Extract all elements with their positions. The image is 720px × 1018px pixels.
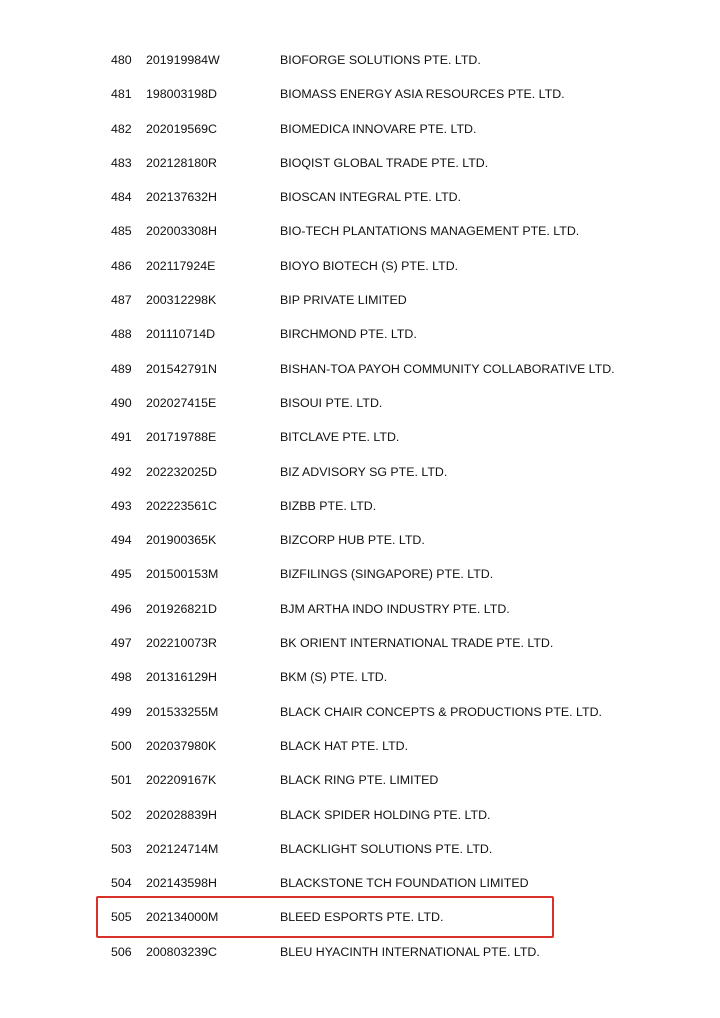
entry-number: 494: [111, 533, 132, 548]
list-item: [0, 455, 720, 489]
entry-number: 506: [111, 944, 132, 959]
entry-number: 485: [111, 224, 132, 239]
entry-uen: 201533255M: [146, 704, 219, 719]
entry-company-name: BLACK SPIDER HOLDING PTE. LTD.: [280, 807, 491, 822]
company-list: [0, 43, 720, 969]
entry-uen: 202003308H: [146, 224, 217, 239]
entry-number: 503: [111, 841, 132, 856]
entry-uen: 202027415E: [146, 395, 217, 410]
list-item: [0, 935, 720, 969]
entry-company-name: BIZCORP HUB PTE. LTD.: [280, 533, 425, 548]
entry-number: 504: [111, 876, 132, 891]
entry-company-name: BK ORIENT INTERNATIONAL TRADE PTE. LTD.: [280, 636, 554, 651]
entry-company-name: BIZBB PTE. LTD.: [280, 498, 377, 513]
entry-company-name: BLACKLIGHT SOLUTIONS PTE. LTD.: [280, 841, 493, 856]
entry-company-name: BLACKSTONE TCH FOUNDATION LIMITED: [280, 876, 529, 891]
entry-company-name: BIOQIST GLOBAL TRADE PTE. LTD.: [280, 155, 489, 170]
list-item: [0, 798, 720, 832]
list-item: [0, 112, 720, 146]
entry-number: 491: [111, 430, 132, 445]
entry-company-name: BIOSCAN INTEGRAL PTE. LTD.: [280, 190, 462, 205]
entry-uen: 198003198D: [146, 87, 217, 102]
entry-uen: 202143598H: [146, 876, 217, 891]
list-item: [0, 866, 720, 900]
entry-uen: 202028839H: [146, 807, 217, 822]
entry-number: 505: [111, 910, 132, 925]
entry-uen: 201926821D: [146, 601, 217, 616]
entry-number: 487: [111, 293, 132, 308]
list-item: [0, 557, 720, 591]
entry-number: 501: [111, 773, 132, 788]
list-item: [0, 146, 720, 180]
list-item: [0, 523, 720, 557]
list-item: [0, 832, 720, 866]
list-item: [0, 420, 720, 454]
entry-uen: 201542791N: [146, 361, 217, 376]
list-item: [0, 77, 720, 111]
list-item: [0, 249, 720, 283]
list-item: [0, 180, 720, 214]
entry-number: 482: [111, 121, 132, 136]
entry-company-name: BJM ARTHA INDO INDUSTRY PTE. LTD.: [280, 601, 510, 616]
entry-company-name: BLEU HYACINTH INTERNATIONAL PTE. LTD.: [280, 944, 540, 959]
entry-company-name: BLACK HAT PTE. LTD.: [280, 738, 409, 753]
entry-number: 481: [111, 87, 132, 102]
list-item: [0, 660, 720, 694]
entry-number: 484: [111, 190, 132, 205]
entry-company-name: BLACK CHAIR CONCEPTS & PRODUCTIONS PTE. LTD.: [280, 704, 602, 719]
entry-company-name: BKM (S) PTE. LTD.: [280, 670, 388, 685]
list-item: [0, 214, 720, 248]
entry-uen: 202117924E: [146, 258, 216, 273]
entry-company-name: BLACK RING PTE. LIMITED: [280, 773, 439, 788]
entry-number: 500: [111, 738, 132, 753]
list-item: [0, 695, 720, 729]
entry-number: 497: [111, 636, 132, 651]
entry-uen: 202232025D: [146, 464, 217, 479]
entry-company-name: BISOUI PTE. LTD.: [280, 395, 383, 410]
entry-uen: 202209167K: [146, 773, 217, 788]
list-item: [0, 763, 720, 797]
entry-number: 492: [111, 464, 132, 479]
entry-company-name: BIO-TECH PLANTATIONS MANAGEMENT PTE. LTD.: [280, 224, 580, 239]
entry-company-name: BIOYO BIOTECH (S) PTE. LTD.: [280, 258, 459, 273]
list-item: [0, 489, 720, 523]
list-item: [0, 626, 720, 660]
entry-company-name: BIZFILINGS (SINGAPORE) PTE. LTD.: [280, 567, 494, 582]
entry-company-name: BITCLAVE PTE. LTD.: [280, 430, 400, 445]
entry-uen: 202019569C: [146, 121, 217, 136]
entry-company-name: BIOFORGE SOLUTIONS PTE. LTD.: [280, 53, 481, 67]
entry-uen: 201110714D: [146, 327, 216, 342]
entry-company-name: BIRCHMOND PTE. LTD.: [280, 327, 417, 342]
entry-uen: 200803239C: [146, 944, 217, 959]
entry-number: 498: [111, 670, 132, 685]
entry-number: 480: [111, 53, 132, 67]
entry-uen: 202210073R: [146, 636, 217, 651]
entry-uen: 202137632H: [146, 190, 217, 205]
list-item: [0, 43, 720, 77]
entry-company-name: BIOMASS ENERGY ASIA RESOURCES PTE. LTD.: [280, 87, 565, 102]
entry-uen: 202037980K: [146, 738, 217, 753]
list-item: [0, 592, 720, 626]
entry-uen: 201500153M: [146, 567, 219, 582]
entry-uen: 202134000M: [146, 910, 219, 925]
entry-number: 496: [111, 601, 132, 616]
list-item: [0, 386, 720, 420]
entry-number: 488: [111, 327, 132, 342]
entry-number: 495: [111, 567, 132, 582]
highlighted-list-item: [0, 900, 720, 934]
entry-uen: 202124714M: [146, 841, 219, 856]
entry-company-name: BIOMEDICA INNOVARE PTE. LTD.: [280, 121, 477, 136]
entry-company-name: BLEED ESPORTS PTE. LTD.: [280, 910, 444, 925]
list-item: [0, 283, 720, 317]
entry-number: 483: [111, 155, 132, 170]
list-item: [0, 317, 720, 351]
entry-company-name: BIP PRIVATE LIMITED: [280, 293, 407, 308]
entry-number: 489: [111, 361, 132, 376]
entry-company-name: BISHAN-TOA PAYOH COMMUNITY COLLABORATIVE LTD.: [280, 361, 615, 376]
entry-number: 486: [111, 258, 132, 273]
entry-uen: 202223561C: [146, 498, 217, 513]
entry-uen: 201919984W: [146, 53, 220, 67]
entry-uen: 201719788E: [146, 430, 217, 445]
entry-uen: 201316129H: [146, 670, 217, 685]
entry-uen: 200312298K: [146, 293, 217, 308]
entry-company-name: BIZ ADVISORY SG PTE. LTD.: [280, 464, 448, 479]
entry-number: 493: [111, 498, 132, 513]
entry-uen: 202128180R: [146, 155, 217, 170]
entry-uen: 201900365K: [146, 533, 217, 548]
list-item: [0, 729, 720, 763]
list-item: [0, 352, 720, 386]
entry-number: 499: [111, 704, 132, 719]
entry-number: 502: [111, 807, 132, 822]
entry-number: 490: [111, 395, 132, 410]
